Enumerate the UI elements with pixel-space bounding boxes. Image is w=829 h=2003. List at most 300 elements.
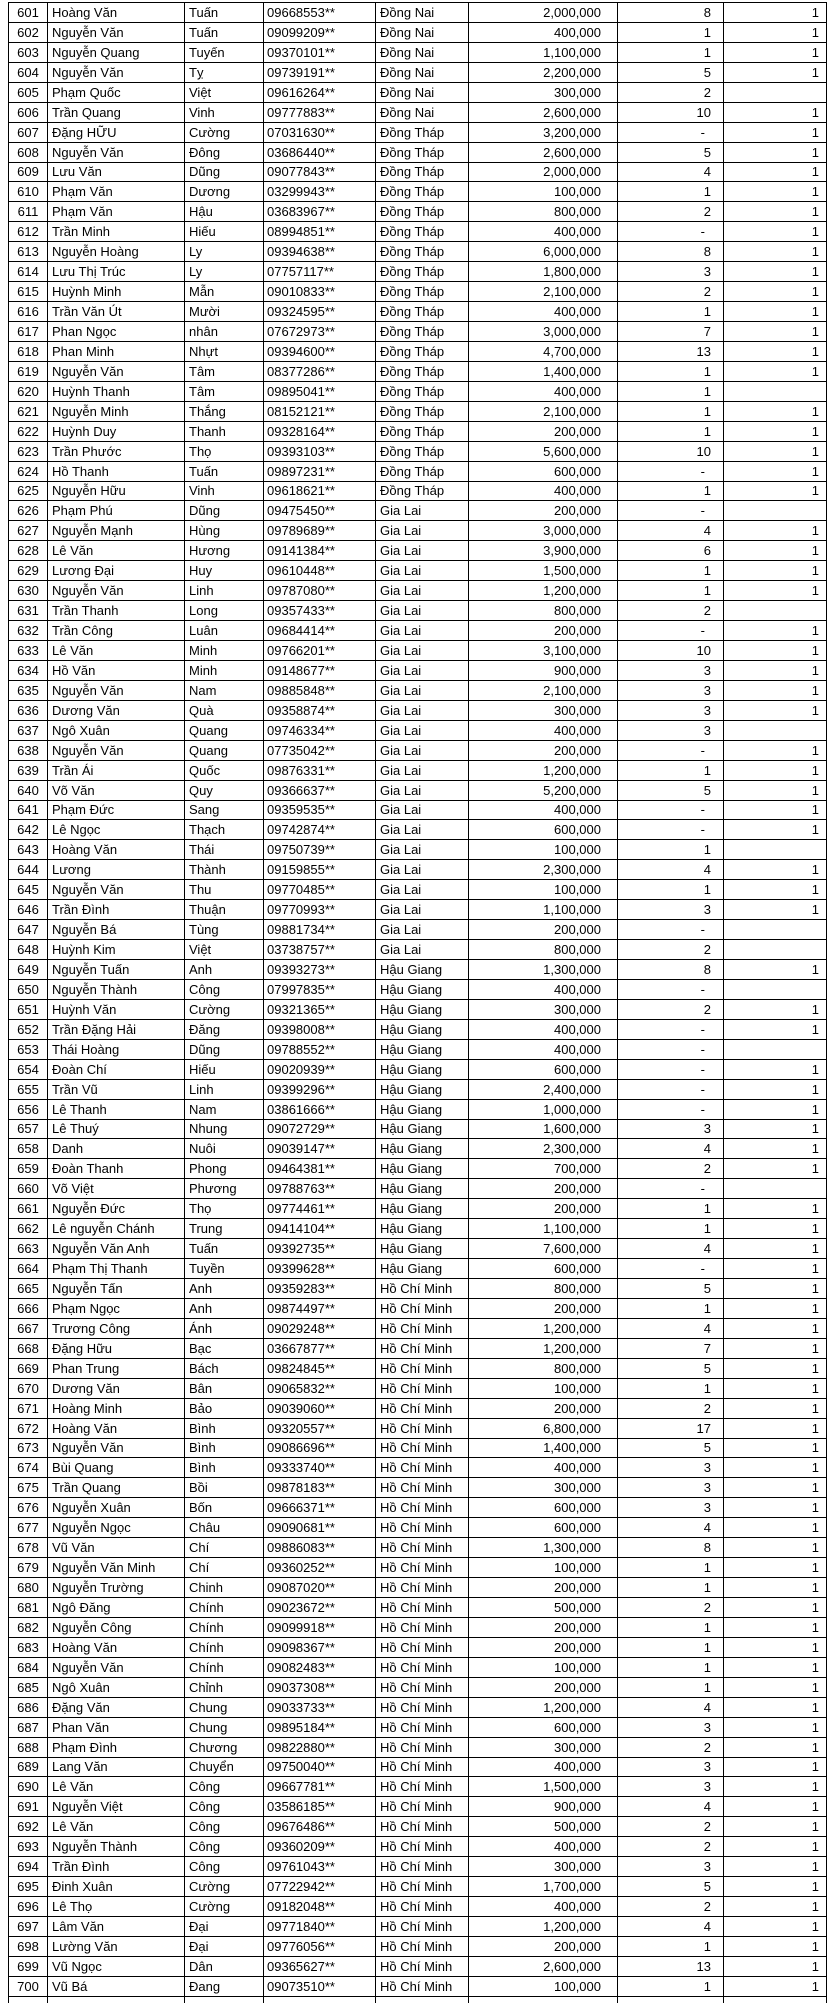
cell-given-name[interactable]: Chính <box>185 1598 264 1618</box>
cell-last-middle-name[interactable]: Võ Việt <box>48 1179 185 1199</box>
cell-amount[interactable]: 900,000 <box>469 661 618 681</box>
cell-province[interactable]: Hồ Chí Minh <box>376 1857 469 1877</box>
cell-count[interactable]: 1 <box>618 1299 724 1319</box>
cell-row-number[interactable]: 623 <box>9 442 48 462</box>
cell-last-middle-name[interactable]: Nguyễn Minh <box>48 402 185 422</box>
cell-phone-masked[interactable]: 09746334** <box>264 721 376 741</box>
cell-last-middle-name[interactable]: Phạm Đình <box>48 1738 185 1758</box>
cell-last-middle-name[interactable]: Hoàng Văn <box>48 1638 185 1658</box>
cell-amount[interactable]: 1,500,000 <box>469 561 618 581</box>
cell-phone-masked[interactable]: 09750739** <box>264 840 376 860</box>
cell-flag[interactable]: 1 <box>724 541 827 561</box>
cell-count[interactable]: 2 <box>618 1399 724 1419</box>
cell-last-middle-name[interactable]: Trần Đình <box>48 900 185 920</box>
cell-amount[interactable]: 2,300,000 <box>469 1139 618 1159</box>
cell-amount[interactable]: 200,000 <box>469 920 618 940</box>
cell-given-name[interactable]: Châu <box>185 1518 264 1538</box>
cell-amount[interactable]: 800,000 <box>469 202 618 222</box>
cell-row-number[interactable]: 658 <box>9 1139 48 1159</box>
cell-amount[interactable]: 100,000 <box>469 1558 618 1578</box>
cell-last-middle-name[interactable]: Trần Đặng Hải <box>48 1020 185 1040</box>
cell-last-middle-name[interactable]: Lường Văn <box>48 1937 185 1957</box>
cell-phone-masked[interactable]: 09666371** <box>264 1498 376 1518</box>
cell-last-middle-name[interactable]: Huỳnh Văn <box>48 1000 185 1020</box>
cell-phone-masked[interactable]: 09366637** <box>264 781 376 801</box>
cell-flag[interactable]: 1 <box>724 282 827 302</box>
cell-amount[interactable]: 300,000 <box>469 1857 618 1877</box>
cell-province[interactable]: Đồng Tháp <box>376 222 469 242</box>
cell-province[interactable]: Hồ Chí Minh <box>376 1777 469 1797</box>
cell-flag[interactable]: 1 <box>724 1020 827 1040</box>
cell-phone-masked[interactable]: 09475450** <box>264 501 376 521</box>
cell-row-number[interactable]: 636 <box>9 701 48 721</box>
cell-row-number[interactable]: 671 <box>9 1399 48 1419</box>
cell-amount[interactable]: 200,000 <box>469 1578 618 1598</box>
cell-row-number[interactable]: 675 <box>9 1478 48 1498</box>
cell-last-middle-name[interactable]: Lê Văn <box>48 1777 185 1797</box>
cell-province[interactable]: Gia Lai <box>376 681 469 701</box>
cell-province[interactable]: Gia Lai <box>376 920 469 940</box>
cell-amount[interactable]: 400,000 <box>469 1897 618 1917</box>
cell-given-name[interactable]: Tùng <box>185 920 264 940</box>
cell-count[interactable]: 13 <box>618 1957 724 1977</box>
cell-row-number[interactable]: 662 <box>9 1219 48 1239</box>
cell-flag[interactable]: 1 <box>724 641 827 661</box>
cell-count[interactable]: 5 <box>618 1877 724 1897</box>
cell-given-name[interactable]: Tâm <box>185 362 264 382</box>
cell-row-number[interactable]: 647 <box>9 920 48 940</box>
cell-given-name[interactable]: Nam <box>185 1100 264 1120</box>
cell-province[interactable]: Đồng Tháp <box>376 402 469 422</box>
cell-last-middle-name[interactable]: Trần Quang <box>48 1478 185 1498</box>
cell-phone-masked[interactable]: 09885848** <box>264 681 376 701</box>
cell-count[interactable]: 2 <box>618 1000 724 1020</box>
cell-flag[interactable]: 1 <box>724 302 827 322</box>
cell-count[interactable]: 6 <box>618 541 724 561</box>
cell-amount[interactable]: 400,000 <box>469 1758 618 1778</box>
cell-row-number[interactable]: 698 <box>9 1937 48 1957</box>
cell-row-number[interactable]: 661 <box>9 1199 48 1219</box>
cell-amount[interactable]: 1,800,000 <box>469 262 618 282</box>
cell-province[interactable]: Hậu Giang <box>376 960 469 980</box>
cell-row-number[interactable]: 682 <box>9 1618 48 1638</box>
cell-amount[interactable]: 2,200,000 <box>469 63 618 83</box>
cell-phone-masked[interactable]: 09394638** <box>264 242 376 262</box>
cell-count[interactable]: 8 <box>618 1538 724 1558</box>
cell-flag[interactable]: 1 <box>724 242 827 262</box>
cell-last-middle-name[interactable]: Nguyễn Văn Anh <box>48 1239 185 1259</box>
cell-row-number[interactable]: 668 <box>9 1339 48 1359</box>
cell-flag[interactable]: 1 <box>724 741 827 761</box>
cell-count[interactable]: 8 <box>618 960 724 980</box>
cell-phone-masked[interactable]: 09073510** <box>264 1977 376 1997</box>
cell-flag[interactable]: 1 <box>724 1000 827 1020</box>
cell-province[interactable]: Gia Lai <box>376 940 469 960</box>
cell-flag[interactable]: 1 <box>724 63 827 83</box>
cell-phone-masked[interactable]: 09667781** <box>264 1777 376 1797</box>
cell-amount[interactable]: 300,000 <box>469 1478 618 1498</box>
cell-amount[interactable]: 3,900,000 <box>469 541 618 561</box>
cell-given-name[interactable]: Quốc <box>185 761 264 781</box>
cell-given-name[interactable]: Bân <box>185 1379 264 1399</box>
cell-flag[interactable]: 1 <box>724 103 827 123</box>
cell-last-middle-name[interactable]: Lang Văn <box>48 1758 185 1778</box>
cell-province[interactable]: Hậu Giang <box>376 1199 469 1219</box>
cell-count[interactable]: - <box>618 820 724 840</box>
cell-last-middle-name[interactable]: Phạm Văn <box>48 182 185 202</box>
cell-amount[interactable]: 200,000 <box>469 1678 618 1698</box>
cell-flag[interactable]: 1 <box>724 1319 827 1339</box>
cell-last-middle-name[interactable]: Hoàng Văn <box>48 1419 185 1439</box>
cell-row-number[interactable]: 619 <box>9 362 48 382</box>
cell-last-middle-name[interactable]: Phạm Ngọc <box>48 1299 185 1319</box>
cell-count[interactable]: 4 <box>618 521 724 541</box>
cell-last-middle-name[interactable]: Đặng Văn <box>48 1698 185 1718</box>
cell-phone-masked[interactable]: 09393103** <box>264 442 376 462</box>
cell-last-middle-name[interactable]: Trần Công <box>48 621 185 641</box>
cell-phone-masked[interactable]: 09684414** <box>264 621 376 641</box>
cell-flag[interactable] <box>724 920 827 940</box>
cell-row-number[interactable]: 659 <box>9 1159 48 1179</box>
cell-phone-masked[interactable]: 09750040** <box>264 1758 376 1778</box>
cell-given-name[interactable]: Tuấn <box>185 462 264 482</box>
cell-given-name[interactable]: Quy <box>185 781 264 801</box>
cell-count[interactable]: - <box>618 1100 724 1120</box>
cell-last-middle-name[interactable]: Nguyễn Trường <box>48 1578 185 1598</box>
cell-province[interactable]: Gia Lai <box>376 601 469 621</box>
cell-given-name[interactable]: Anh <box>185 1299 264 1319</box>
cell-amount[interactable]: 400,000 <box>469 1458 618 1478</box>
cell-given-name[interactable]: Chính <box>185 1618 264 1638</box>
cell-row-number[interactable]: 612 <box>9 222 48 242</box>
cell-phone-masked[interactable]: 09822880** <box>264 1738 376 1758</box>
cell-flag[interactable]: 1 <box>724 1498 827 1518</box>
cell-row-number[interactable]: 622 <box>9 422 48 442</box>
cell-amount[interactable]: 400,000 <box>469 302 618 322</box>
cell-given-name[interactable]: Hậu <box>185 202 264 222</box>
cell-count[interactable]: - <box>618 501 724 521</box>
cell-flag[interactable]: 1 <box>724 1977 827 1997</box>
cell-count[interactable]: 1 <box>618 382 724 402</box>
cell-row-number[interactable]: 656 <box>9 1100 48 1120</box>
cell-last-middle-name[interactable]: Ngô Xuân <box>48 721 185 741</box>
cell-amount[interactable]: 2,600,000 <box>469 103 618 123</box>
cell-row-number[interactable]: 681 <box>9 1598 48 1618</box>
cell-amount[interactable]: 400,000 <box>469 482 618 502</box>
cell-row-number[interactable]: 629 <box>9 561 48 581</box>
cell-row-number[interactable]: 669 <box>9 1359 48 1379</box>
cell-given-name[interactable]: Công <box>185 980 264 1000</box>
cell-amount[interactable]: 400,000 <box>469 801 618 821</box>
cell-count[interactable]: 3 <box>618 1458 724 1478</box>
cell-row-number[interactable]: 652 <box>9 1020 48 1040</box>
cell-flag[interactable]: 1 <box>724 1638 827 1658</box>
cell-amount[interactable]: 800,000 <box>469 1279 618 1299</box>
cell-given-name[interactable]: Chỉnh <box>185 1678 264 1698</box>
cell-flag[interactable]: 1 <box>724 202 827 222</box>
cell-phone-masked[interactable]: 07722942** <box>264 1877 376 1897</box>
cell-province[interactable]: Đồng Tháp <box>376 163 469 183</box>
cell-given-name[interactable]: Chí <box>185 1538 264 1558</box>
cell-given-name[interactable]: Tuấn <box>185 23 264 43</box>
cell-flag[interactable]: 1 <box>724 880 827 900</box>
cell-amount[interactable]: 400,000 <box>469 1040 618 1060</box>
cell-flag[interactable]: 1 <box>724 1538 827 1558</box>
cell-flag[interactable]: 1 <box>724 1718 827 1738</box>
cell-last-middle-name[interactable]: Nguyễn Thành <box>48 1837 185 1857</box>
cell-given-name[interactable]: Hiếu <box>185 1060 264 1080</box>
cell-row-number[interactable]: 664 <box>9 1259 48 1279</box>
cell-phone-masked[interactable]: 03686440** <box>264 143 376 163</box>
cell-flag[interactable]: 1 <box>724 482 827 502</box>
cell-amount[interactable]: 2,400,000 <box>469 1080 618 1100</box>
cell-phone-masked[interactable]: 09392735** <box>264 1239 376 1259</box>
cell-province[interactable]: Hậu Giang <box>376 1040 469 1060</box>
cell-row-number[interactable]: 632 <box>9 621 48 641</box>
cell-row-number[interactable]: 694 <box>9 1857 48 1877</box>
cell-phone-masked[interactable]: 09370101** <box>264 43 376 63</box>
cell-count[interactable]: 1 <box>618 840 724 860</box>
cell-last-middle-name[interactable]: Vũ Ngọc <box>48 1957 185 1977</box>
cell-flag[interactable]: 1 <box>724 820 827 840</box>
cell-phone-masked[interactable]: 09616264** <box>264 83 376 103</box>
cell-province[interactable]: Đồng Tháp <box>376 262 469 282</box>
cell-count[interactable]: 8 <box>618 242 724 262</box>
cell-flag[interactable]: 1 <box>724 701 827 721</box>
cell-province[interactable]: Đồng Tháp <box>376 342 469 362</box>
cell-row-number[interactable]: 610 <box>9 182 48 202</box>
cell-last-middle-name[interactable]: Vũ Bá <box>48 1977 185 1997</box>
cell-last-middle-name[interactable]: Nguyễn Văn <box>48 581 185 601</box>
cell-row-number[interactable]: 635 <box>9 681 48 701</box>
cell-province[interactable]: Hồ Chí Minh <box>376 1399 469 1419</box>
cell-given-name[interactable]: Phong <box>185 1159 264 1179</box>
cell-amount[interactable]: 100,000 <box>469 182 618 202</box>
cell-last-middle-name[interactable]: Đoàn Chí <box>48 1060 185 1080</box>
cell-flag[interactable]: 1 <box>724 1399 827 1419</box>
cell-province[interactable]: Hồ Chí Minh <box>376 1439 469 1459</box>
cell-count[interactable]: - <box>618 1040 724 1060</box>
cell-given-name[interactable]: Hiếu <box>185 222 264 242</box>
cell-count[interactable]: - <box>618 801 724 821</box>
cell-row-number[interactable]: 620 <box>9 382 48 402</box>
cell-amount[interactable]: 1,000,000 <box>469 1100 618 1120</box>
cell-province[interactable]: Hồ Chí Minh <box>376 1917 469 1937</box>
cell-given-name[interactable]: Việt <box>185 940 264 960</box>
cell-flag[interactable]: 1 <box>724 1339 827 1359</box>
cell-phone-masked[interactable]: 09077843** <box>264 163 376 183</box>
cell-last-middle-name[interactable]: Huỳnh Thanh <box>48 382 185 402</box>
cell-province[interactable]: Hồ Chí Minh <box>376 1797 469 1817</box>
cell-given-name[interactable]: Thạch <box>185 820 264 840</box>
cell-row-number[interactable]: 690 <box>9 1777 48 1797</box>
cell-last-middle-name[interactable]: Nguyễn Mạnh <box>48 521 185 541</box>
cell-flag[interactable]: 1 <box>724 1478 827 1498</box>
cell-phone-masked[interactable]: 09394600** <box>264 342 376 362</box>
cell-row-number[interactable]: 655 <box>9 1080 48 1100</box>
cell-count[interactable]: - <box>618 920 724 940</box>
cell-row-number[interactable]: 667 <box>9 1319 48 1339</box>
cell-given-name[interactable]: Tuyền <box>185 1259 264 1279</box>
cell-count[interactable]: 2 <box>618 202 724 222</box>
cell-flag[interactable] <box>724 1179 827 1199</box>
cell-province[interactable]: Hậu Giang <box>376 980 469 1000</box>
cell-given-name[interactable]: Bốn <box>185 1498 264 1518</box>
cell-flag[interactable]: 1 <box>724 1857 827 1877</box>
cell-row-number[interactable]: 608 <box>9 143 48 163</box>
cell-row-number[interactable]: 665 <box>9 1279 48 1299</box>
cell-flag[interactable] <box>724 601 827 621</box>
cell-amount[interactable]: 5,600,000 <box>469 442 618 462</box>
cell-count[interactable]: 2 <box>618 282 724 302</box>
cell-phone-masked[interactable]: 09086696** <box>264 1439 376 1459</box>
cell-flag[interactable]: 1 <box>724 402 827 422</box>
cell-row-number[interactable]: 649 <box>9 960 48 980</box>
cell-count[interactable]: 4 <box>618 1319 724 1339</box>
cell-last-middle-name[interactable]: Lê Thọ <box>48 1897 185 1917</box>
cell-flag[interactable]: 1 <box>724 1897 827 1917</box>
cell-amount[interactable]: 4,700,000 <box>469 342 618 362</box>
cell-phone-masked[interactable]: 09359535** <box>264 801 376 821</box>
cell-amount[interactable]: 300,000 <box>469 1738 618 1758</box>
cell-province[interactable]: Hồ Chí Minh <box>376 1498 469 1518</box>
cell-last-middle-name[interactable]: Trương Công <box>48 1319 185 1339</box>
cell-phone-masked[interactable]: 09010833** <box>264 282 376 302</box>
cell-count[interactable]: 4 <box>618 1518 724 1538</box>
cell-given-name[interactable]: Tuấn <box>185 1239 264 1259</box>
cell-count[interactable]: 4 <box>618 163 724 183</box>
cell-last-middle-name[interactable]: Phan Minh <box>48 342 185 362</box>
cell-row-number[interactable]: 617 <box>9 322 48 342</box>
cell-given-name[interactable]: Bạc <box>185 1339 264 1359</box>
cell-flag[interactable]: 1 <box>724 123 827 143</box>
cell-count[interactable]: 13 <box>618 342 724 362</box>
cell-given-name[interactable]: Công <box>185 1797 264 1817</box>
cell-given-name[interactable]: Cường <box>185 1897 264 1917</box>
cell-amount[interactable]: 5,200,000 <box>469 781 618 801</box>
cell-phone-masked[interactable]: 09393273** <box>264 960 376 980</box>
cell-last-middle-name[interactable]: Hoàng Minh <box>48 1399 185 1419</box>
cell-amount[interactable]: 600,000 <box>469 1718 618 1738</box>
cell-province[interactable]: Đồng Nai <box>376 83 469 103</box>
cell-province[interactable]: Hồ Chí Minh <box>376 1658 469 1678</box>
cell-given-name[interactable]: Anh <box>185 960 264 980</box>
cell-count[interactable]: - <box>618 1259 724 1279</box>
cell-phone-masked[interactable]: 07672973** <box>264 322 376 342</box>
cell-last-middle-name[interactable]: Danh <box>48 1139 185 1159</box>
cell-last-middle-name[interactable]: Nguyễn Văn Minh <box>48 1558 185 1578</box>
cell-last-middle-name[interactable]: Ngô Đăng <box>48 1598 185 1618</box>
cell-amount[interactable]: 3,000,000 <box>469 322 618 342</box>
cell-given-name[interactable]: Hùng <box>185 521 264 541</box>
cell-phone-masked[interactable]: 09360209** <box>264 1837 376 1857</box>
cell-last-middle-name[interactable]: Nguyễn Văn <box>48 1658 185 1678</box>
cell-phone-masked[interactable]: 03683967** <box>264 202 376 222</box>
cell-last-middle-name[interactable]: Phạm Quốc <box>48 83 185 103</box>
cell-phone-masked[interactable]: 09771840** <box>264 1917 376 1937</box>
cell-phone-masked[interactable]: 09182048** <box>264 1897 376 1917</box>
cell-row-number[interactable]: 674 <box>9 1458 48 1478</box>
cell-given-name[interactable]: Bách <box>185 1359 264 1379</box>
cell-row-number[interactable]: 648 <box>9 940 48 960</box>
cell-count[interactable]: - <box>618 621 724 641</box>
cell-given-name[interactable]: Bảo <box>185 1399 264 1419</box>
cell-row-number[interactable]: 618 <box>9 342 48 362</box>
cell-flag[interactable]: 1 <box>724 422 827 442</box>
cell-given-name[interactable]: Đại <box>185 1917 264 1937</box>
cell-province[interactable]: Đồng Nai <box>376 3 469 23</box>
cell-row-number[interactable]: 684 <box>9 1658 48 1678</box>
cell-count[interactable]: - <box>618 123 724 143</box>
cell-given-name[interactable]: nhân <box>185 322 264 342</box>
cell-province[interactable]: Hồ Chí Minh <box>376 1638 469 1658</box>
cell-amount[interactable]: 2,600,000 <box>469 143 618 163</box>
cell-phone-masked[interactable]: 03586185** <box>264 1797 376 1817</box>
cell-province[interactable]: Hồ Chí Minh <box>376 1877 469 1897</box>
cell-row-number[interactable]: 683 <box>9 1638 48 1658</box>
cell-phone-masked[interactable]: 09087020** <box>264 1578 376 1598</box>
cell-flag[interactable] <box>724 1040 827 1060</box>
cell-phone-masked[interactable]: 09874497** <box>264 1299 376 1319</box>
cell-given-name[interactable]: Chương <box>185 1738 264 1758</box>
cell-count[interactable]: - <box>618 462 724 482</box>
cell-province[interactable]: Hồ Chí Minh <box>376 1518 469 1538</box>
cell-count[interactable]: 1 <box>618 362 724 382</box>
cell-flag[interactable]: 1 <box>724 1080 827 1100</box>
cell-province[interactable]: Gia Lai <box>376 561 469 581</box>
cell-last-middle-name[interactable]: Phan Trung <box>48 1359 185 1379</box>
cell-amount[interactable]: 200,000 <box>469 1638 618 1658</box>
cell-row-number[interactable]: 642 <box>9 820 48 840</box>
cell-last-middle-name[interactable]: Trần Quang <box>48 103 185 123</box>
cell-count[interactable]: 1 <box>618 422 724 442</box>
cell-flag[interactable] <box>724 501 827 521</box>
cell-row-number[interactable]: 651 <box>9 1000 48 1020</box>
cell-province[interactable]: Hồ Chí Minh <box>376 1977 469 1997</box>
cell-flag[interactable]: 1 <box>724 1060 827 1080</box>
cell-amount[interactable]: 400,000 <box>469 1020 618 1040</box>
cell-phone-masked[interactable]: 07997835** <box>264 980 376 1000</box>
cell-count[interactable]: 3 <box>618 1857 724 1877</box>
cell-given-name[interactable]: Thái <box>185 840 264 860</box>
cell-given-name[interactable]: Minh <box>185 661 264 681</box>
cell-count[interactable]: 10 <box>618 641 724 661</box>
cell-flag[interactable]: 1 <box>724 1100 827 1120</box>
cell-amount[interactable]: 6,000,000 <box>469 242 618 262</box>
cell-count[interactable]: 7 <box>618 1339 724 1359</box>
cell-flag[interactable]: 1 <box>724 900 827 920</box>
cell-province[interactable]: Gia Lai <box>376 701 469 721</box>
cell-given-name[interactable]: Thành <box>185 860 264 880</box>
cell-count[interactable]: 1 <box>618 581 724 601</box>
cell-row-number[interactable]: 699 <box>9 1957 48 1977</box>
cell-amount[interactable]: 1,200,000 <box>469 1917 618 1937</box>
cell-count[interactable]: 10 <box>618 103 724 123</box>
cell-given-name[interactable]: Chính <box>185 1638 264 1658</box>
cell-province[interactable]: Đồng Tháp <box>376 362 469 382</box>
cell-last-middle-name[interactable]: Thái Hoàng <box>48 1040 185 1060</box>
cell-last-middle-name[interactable]: Lương <box>48 860 185 880</box>
cell-count[interactable]: 3 <box>618 262 724 282</box>
cell-flag[interactable]: 1 <box>724 1758 827 1778</box>
cell-count[interactable]: 4 <box>618 1139 724 1159</box>
cell-given-name[interactable]: Linh <box>185 1080 264 1100</box>
cell-last-middle-name[interactable]: Nguyễn Quang <box>48 43 185 63</box>
cell-amount[interactable]: 1,100,000 <box>469 43 618 63</box>
cell-given-name[interactable]: Huy <box>185 561 264 581</box>
cell-amount[interactable]: 600,000 <box>469 820 618 840</box>
cell-given-name[interactable]: Mẫn <box>185 282 264 302</box>
